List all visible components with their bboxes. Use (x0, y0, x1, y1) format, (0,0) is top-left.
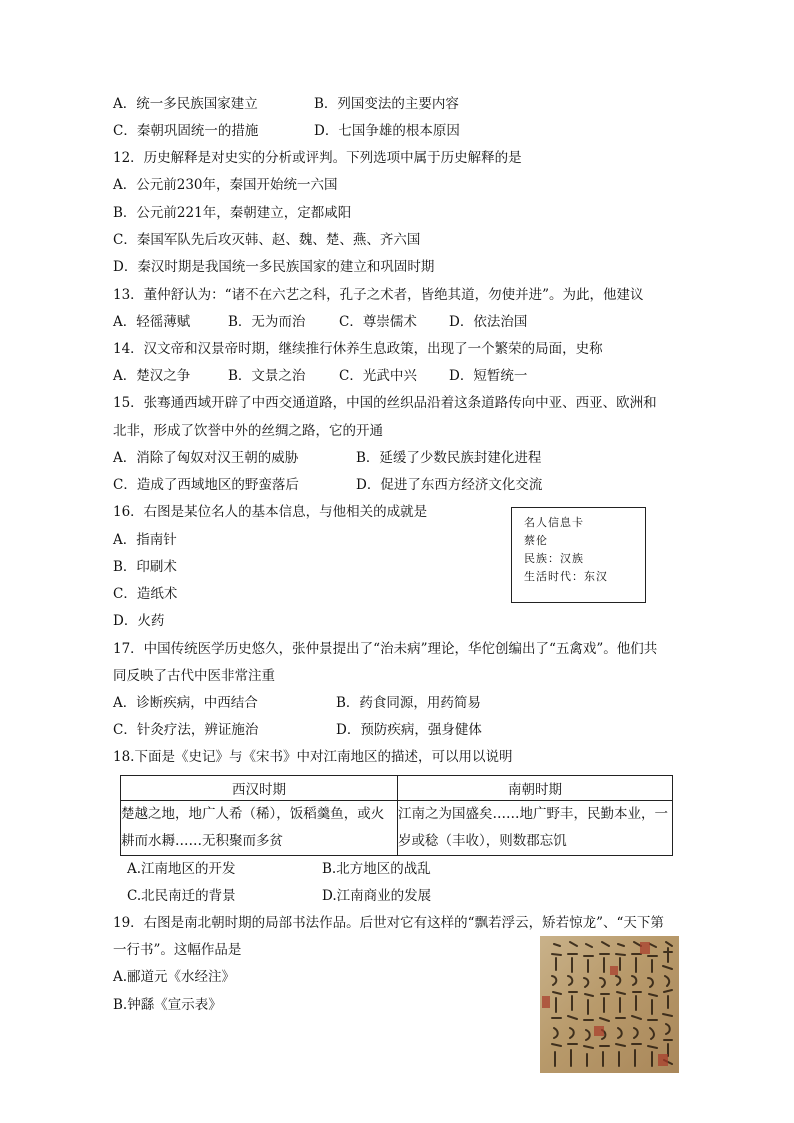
card-era: 生活时代：东汉 (524, 570, 608, 583)
q15-option-c: C．造成了西域地区的野蛮落后 (113, 477, 299, 493)
q18-option-b: B.北方地区的战乱 (322, 861, 431, 877)
q11-option-b: B．列国变法的主要内容 (314, 96, 459, 112)
q13-option-b: B．无为而治 (228, 314, 306, 330)
q14-option-d: D．短暂统一 (449, 368, 528, 384)
q14-option-a: A．楚汉之争 (113, 368, 191, 384)
q16-option-b: B．印刷术 (113, 559, 177, 575)
q15-stem-line2: 北非，形成了饮誉中外的丝绸之路，它的开通 (113, 423, 383, 439)
table-header-western-han: 西汉时期 (121, 776, 398, 801)
q16-option-a: A．指南针 (113, 532, 177, 548)
q19-option-a: A.郦道元《水经注》 (113, 969, 236, 985)
q12-option-a: A．公元前230年，秦国开始统一六国 (113, 177, 338, 193)
q15-option-a: A．消除了匈奴对汉王朝的威胁 (113, 450, 299, 466)
q16-option-d: D．火药 (113, 613, 165, 629)
celebrity-info-card (511, 507, 646, 603)
q13-stem: 13．董仲舒认为：“诸不在六艺之科，孔子之术者，皆绝其道，勿使并进”。为此，他建议 (113, 287, 644, 303)
q12-stem: 12．历史解释是对史实的分析或评判。下列选项中属于历史解释的是 (113, 150, 522, 166)
q19-stem-line1: 19．右图是南北朝时期的局部书法作品。后世对它有这样的“飘若浮云，矫若惊龙”、“天下第 (113, 915, 664, 931)
q12-option-b: B．公元前221年，秦朝建立，定都咸阳 (113, 205, 352, 221)
table-cell-western-han: 楚越之地，地广人希（稀），饭稻羹鱼，或火耕而水耨……无积聚而多贫 (121, 801, 398, 856)
calligraphy-strokes (540, 936, 679, 1073)
q14-option-c: C．光武中兴 (339, 368, 417, 384)
q15-stem-line1: 15．张骞通西域开辟了中西交通道路，中国的丝织品沿着这条道路传向中亚、西亚、欧洲和 (113, 395, 657, 411)
q15-option-d: D．促进了东西方经济文化交流 (356, 477, 543, 493)
q16-stem: 16．右图是某位名人的基本信息，与他相关的成就是 (113, 504, 428, 520)
q18-option-c: C.北民南迁的背景 (127, 888, 236, 904)
card-title: 名人信息卡 (524, 516, 584, 529)
card-name: 蔡伦 (524, 534, 548, 547)
table-header-southern-dynasties: 南朝时期 (398, 776, 673, 801)
q11-option-d: D．七国争雄的根本原因 (314, 123, 460, 139)
q17-option-d: D．预防疾病，强身健体 (336, 722, 482, 738)
q11-option-c: C．秦朝巩固统一的措施 (113, 123, 259, 139)
q19-option-b: B.钟繇《宣示表》 (113, 997, 222, 1013)
table-cell-southern-dynasties: 江南之为国盛矣……地广野丰，民勤本业，一岁或稔（丰收），则数郡忘饥 (398, 801, 673, 856)
q18-stem: 18.下面是《史记》与《宋书》中对江南地区的描述，可以用以说明 (113, 749, 513, 765)
q11-option-a: A．统一多民族国家建立 (113, 96, 258, 112)
q17-option-a: A．诊断疾病，中西结合 (113, 695, 258, 711)
q18-option-a: A.江南地区的开发 (127, 861, 236, 877)
q12-option-c: C．秦国军队先后攻灭韩、赵、魏、楚、燕、齐六国 (113, 232, 421, 248)
q15-option-b: B．延缓了少数民族封建化进程 (356, 450, 542, 466)
q13-option-d: D．依法治国 (449, 314, 528, 330)
q12-option-d: D．秦汉时期是我国统一多民族国家的建立和巩固时期 (113, 259, 435, 275)
q14-option-b: B．文景之治 (228, 368, 306, 384)
q13-option-a: A．轻徭薄赋 (113, 314, 191, 330)
q17-option-b: B．药食同源，用药简易 (336, 695, 481, 711)
q16-option-c: C．造纸术 (113, 586, 178, 602)
q17-stem-line2: 同反映了古代中医非常注重 (113, 668, 275, 684)
jiangnan-comparison-table (120, 775, 673, 856)
q17-option-c: C．针灸疗法，辨证施治 (113, 722, 259, 738)
calligraphy-image (540, 936, 679, 1073)
card-ethnicity: 民族：汉族 (524, 552, 584, 565)
q18-option-d: D.江南商业的发展 (322, 888, 432, 904)
q13-option-c: C．尊崇儒术 (339, 314, 417, 330)
q19-stem-line2: 一行书”。这幅作品是 (113, 942, 242, 958)
q14-stem: 14．汉文帝和汉景帝时期，继续推行休养生息政策，出现了一个繁荣的局面，史称 (113, 341, 603, 357)
q17-stem-line1: 17．中国传统医学历史悠久，张仲景提出了“治未病”理论，华佗创编出了“五禽戏”。他们共 (113, 641, 658, 657)
